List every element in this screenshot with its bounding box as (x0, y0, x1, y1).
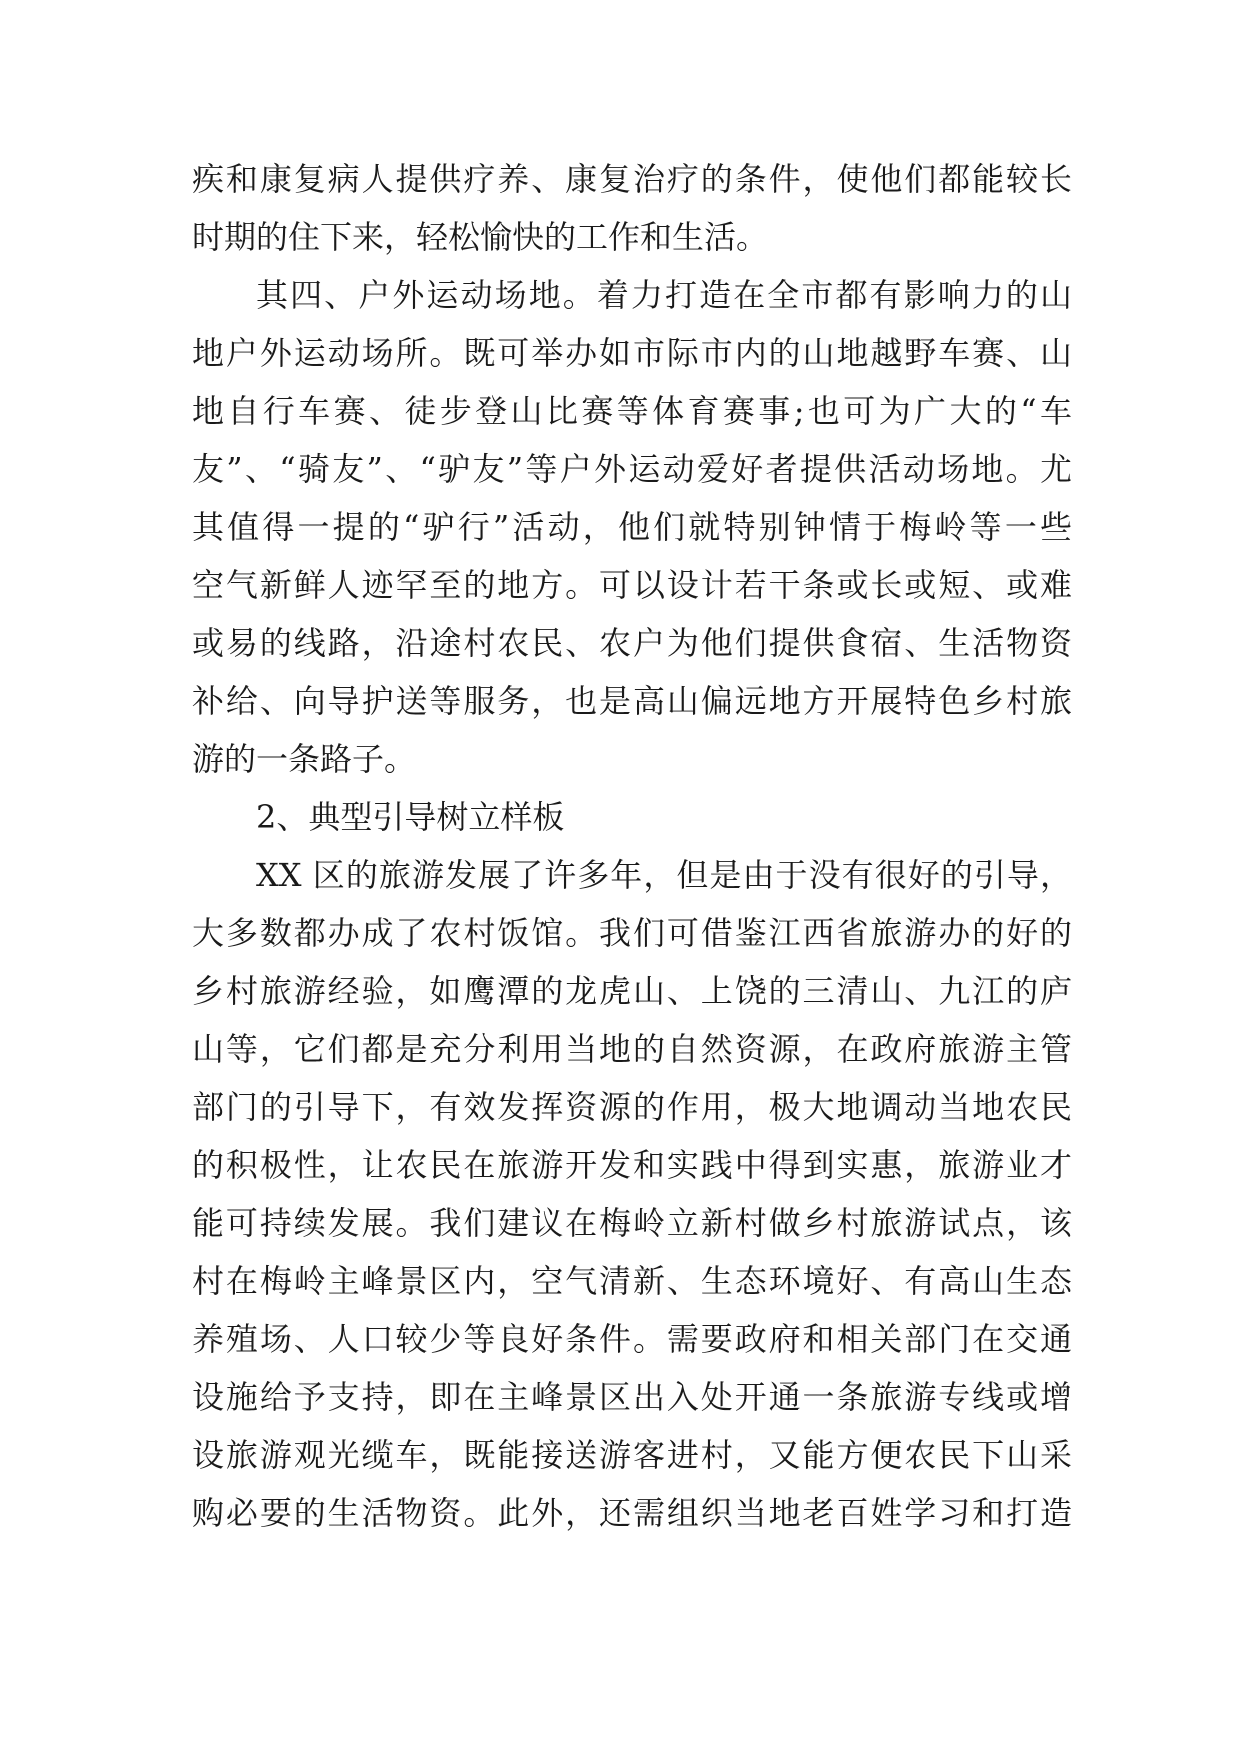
text-line: 的积极性，让农民在旅游开发和实践中得到实惠，旅游业才 (192, 1146, 1072, 1184)
text-line: 地自行车赛、徒步登山比赛等体育赛事;也可为广大的“车 (192, 392, 1072, 430)
text-line: 空气新鲜人迹罕至的地方。可以设计若干条或长或短、或难 (192, 566, 1072, 604)
text-line: 友”、“骑友”、“驴友”等户外运动爱好者提供活动场地。尤 (192, 450, 1072, 488)
text-line: 养殖场、人口较少等良好条件。需要政府和相关部门在交通 (192, 1320, 1072, 1358)
text-line: 购必要的生活物资。此外，还需组织当地老百姓学习和打造 (192, 1494, 1072, 1532)
text-line: 设施给予支持，即在主峰景区出入处开通一条旅游专线或增 (192, 1378, 1072, 1416)
body-text (192, 150, 1072, 1542)
text-line: 村在梅岭主峰景区内，空气清新、生态环境好、有高山生态 (192, 1262, 1072, 1300)
text-line: 大多数都办成了农村饭馆。我们可借鉴江西省旅游办的好的 (192, 914, 1072, 952)
text-line: 或易的线路，沿途村农民、农户为他们提供食宿、生活物资 (192, 624, 1072, 662)
text-line: 山等，它们都是充分利用当地的自然资源，在政府旅游主管 (192, 1030, 1072, 1068)
text-line: 能可持续发展。我们建议在梅岭立新村做乡村旅游试点，该 (192, 1204, 1072, 1242)
text-line: 疾和康复病人提供疗养、康复治疗的条件，使他们都能较长 (192, 160, 1072, 198)
text-line: 游的一条路子。 (192, 740, 417, 778)
text-line: 2、典型引导树立样板 (256, 798, 565, 836)
text-line: 部门的引导下，有效发挥资源的作用，极大地调动当地农民 (192, 1088, 1072, 1126)
text-line: 补给、向导护送等服务，也是高山偏远地方开展特色乡村旅 (192, 682, 1072, 720)
text-line: 其值得一提的“驴行”活动，他们就特别钟情于梅岭等一些 (192, 508, 1072, 546)
text-line: XX 区的旅游发展了许多年，但是由于没有很好的引导， (256, 856, 1072, 894)
text-line: 设旅游观光缆车，既能接送游客进村，又能方便农民下山采 (192, 1436, 1072, 1474)
text-line: 乡村旅游经验，如鹰潭的龙虎山、上饶的三清山、九江的庐 (192, 972, 1072, 1010)
text-line: 时期的住下来，轻松愉快的工作和生活。 (192, 218, 769, 256)
text-line: 地户外运动场所。既可举办如市际市内的山地越野车赛、山 (192, 334, 1072, 372)
text-line: 其四、户外运动场地。着力打造在全市都有影响力的山 (256, 276, 1072, 314)
